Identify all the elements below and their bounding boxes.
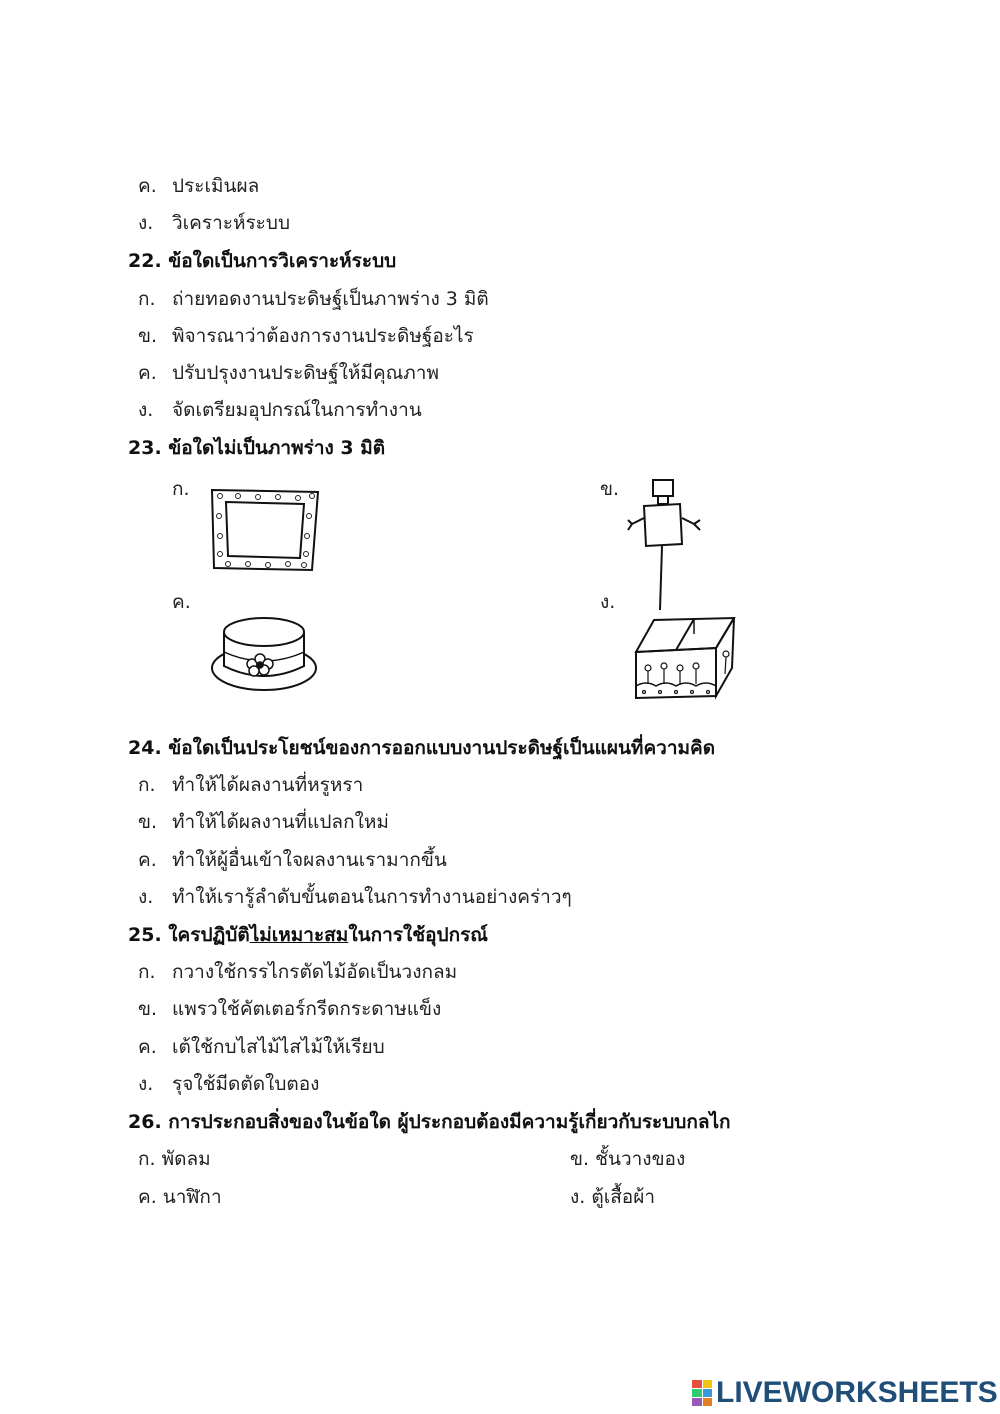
- option-text: พิจารณาว่าต้องการงานประดิษฐ์อะไร: [172, 325, 474, 347]
- q24-option-c: [138, 847, 447, 873]
- q24-option-b: [138, 809, 389, 835]
- question-25-emphasis: ไม่เหมาะสม: [249, 924, 349, 946]
- question-25-suffix: ในการใช้อุปกรณ์: [348, 924, 488, 946]
- organizer-box-drawing: [632, 614, 736, 700]
- question-22: 22. ข้อใดเป็นการวิเคราะห์ระบบ: [128, 250, 397, 272]
- q25-option-b: [138, 996, 441, 1022]
- q26-option-d: ง. ตู้เสื้อผ้า: [570, 1186, 655, 1208]
- image-label-d: ง.: [600, 591, 616, 613]
- q25-option-d: [138, 1071, 319, 1097]
- logo-mark-icon: [692, 1380, 712, 1406]
- robot-drawing: [622, 474, 712, 612]
- option-text: เต้ใช้กบไสไม้ไสไม้ให้เรียบ: [172, 1036, 385, 1058]
- question-23: 23. ข้อใดไม่เป็นภาพร่าง 3 มิติ: [128, 437, 386, 459]
- option-text: ปรับปรุงงานประดิษฐ์ให้มีคุณภาพ: [172, 362, 440, 384]
- image-label-b: ข.: [600, 478, 620, 500]
- question-26: 26. การประกอบสิ่งของในข้อใด ผู้ประกอบต้องมีความรู้เกี่ยวกับระบบกลไก: [128, 1111, 731, 1133]
- option-text: ทำให้ได้ผลงานที่แปลกใหม่: [172, 811, 389, 833]
- q26-option-a: ก. พัดลม: [138, 1148, 211, 1170]
- option-letter: ง.: [138, 212, 154, 234]
- option-text: ถ่ายทอดงานประดิษฐ์เป็นภาพร่าง 3 มิติ: [172, 288, 489, 310]
- logo-text: LIVEWORKSHEETS: [716, 1376, 998, 1409]
- option-letter: ก.: [138, 774, 156, 796]
- option-text: ทำให้เรารู้ลำดับขั้นตอนในการทำงานอย่างคร่าวๆ: [172, 886, 572, 908]
- option-letter: ง.: [138, 886, 154, 908]
- option-letter: ง.: [138, 399, 154, 421]
- option-letter: ค.: [138, 362, 157, 384]
- q24-option-d: [138, 884, 572, 910]
- option-text: จัดเตรียมอุปกรณ์ในการทำงาน: [172, 399, 422, 421]
- option-letter: ก.: [138, 288, 156, 310]
- hat-drawing: [208, 612, 320, 694]
- option-text: แพรวใช้คัตเตอร์กรีดกระดาษแข็ง: [172, 998, 442, 1020]
- option-text: ประเมินผล: [172, 175, 260, 197]
- option-letter: ค.: [138, 849, 157, 871]
- option-text: ทำให้ผู้อื่นเข้าใจผลงานเรามากขึ้น: [172, 849, 447, 871]
- option-letter: ค.: [138, 1036, 157, 1058]
- option-letter: ข.: [138, 811, 158, 833]
- option-text: รุจใช้มีดตัดใบตอง: [172, 1073, 320, 1095]
- option-letter: ข.: [138, 325, 158, 347]
- image-label-c: ค.: [172, 591, 191, 613]
- picture-frame-drawing: [208, 486, 322, 576]
- option-text: กวางใช้กรรไกรตัดไม้อัดเป็นวงกลม: [172, 961, 458, 983]
- question-25: [128, 922, 488, 948]
- q22-option-b: [138, 323, 474, 349]
- q26-option-c: ค. นาฬิกา: [138, 1186, 222, 1208]
- liveworksheets-logo: [692, 1376, 998, 1410]
- q22-option-c: [138, 360, 439, 386]
- image-label-a: ก.: [172, 478, 190, 500]
- option-letter: ง.: [138, 1073, 154, 1095]
- option-text: วิเคราะห์ระบบ: [172, 212, 291, 234]
- q25-option-c: [138, 1034, 385, 1060]
- q21-option-d: [138, 210, 290, 236]
- q24-option-a: [138, 772, 363, 798]
- option-letter: ค.: [138, 175, 157, 197]
- question-25-prefix: 25. ใครปฏิบัติ: [128, 924, 250, 946]
- option-letter: ก.: [138, 961, 156, 983]
- q21-option-c: [138, 173, 259, 199]
- option-text: ทำให้ได้ผลงานที่หรูหรา: [172, 774, 364, 796]
- q25-option-a: [138, 959, 457, 985]
- option-letter: ข.: [138, 998, 158, 1020]
- q22-option-a: [138, 286, 489, 312]
- q26-option-b: ข. ชั้นวางของ: [570, 1148, 686, 1170]
- q22-option-d: [138, 397, 422, 423]
- question-24: 24. ข้อใดเป็นประโยชน์ของการออกแบบงานประดิษฐ์เป็นแผนที่ความคิด: [128, 737, 716, 759]
